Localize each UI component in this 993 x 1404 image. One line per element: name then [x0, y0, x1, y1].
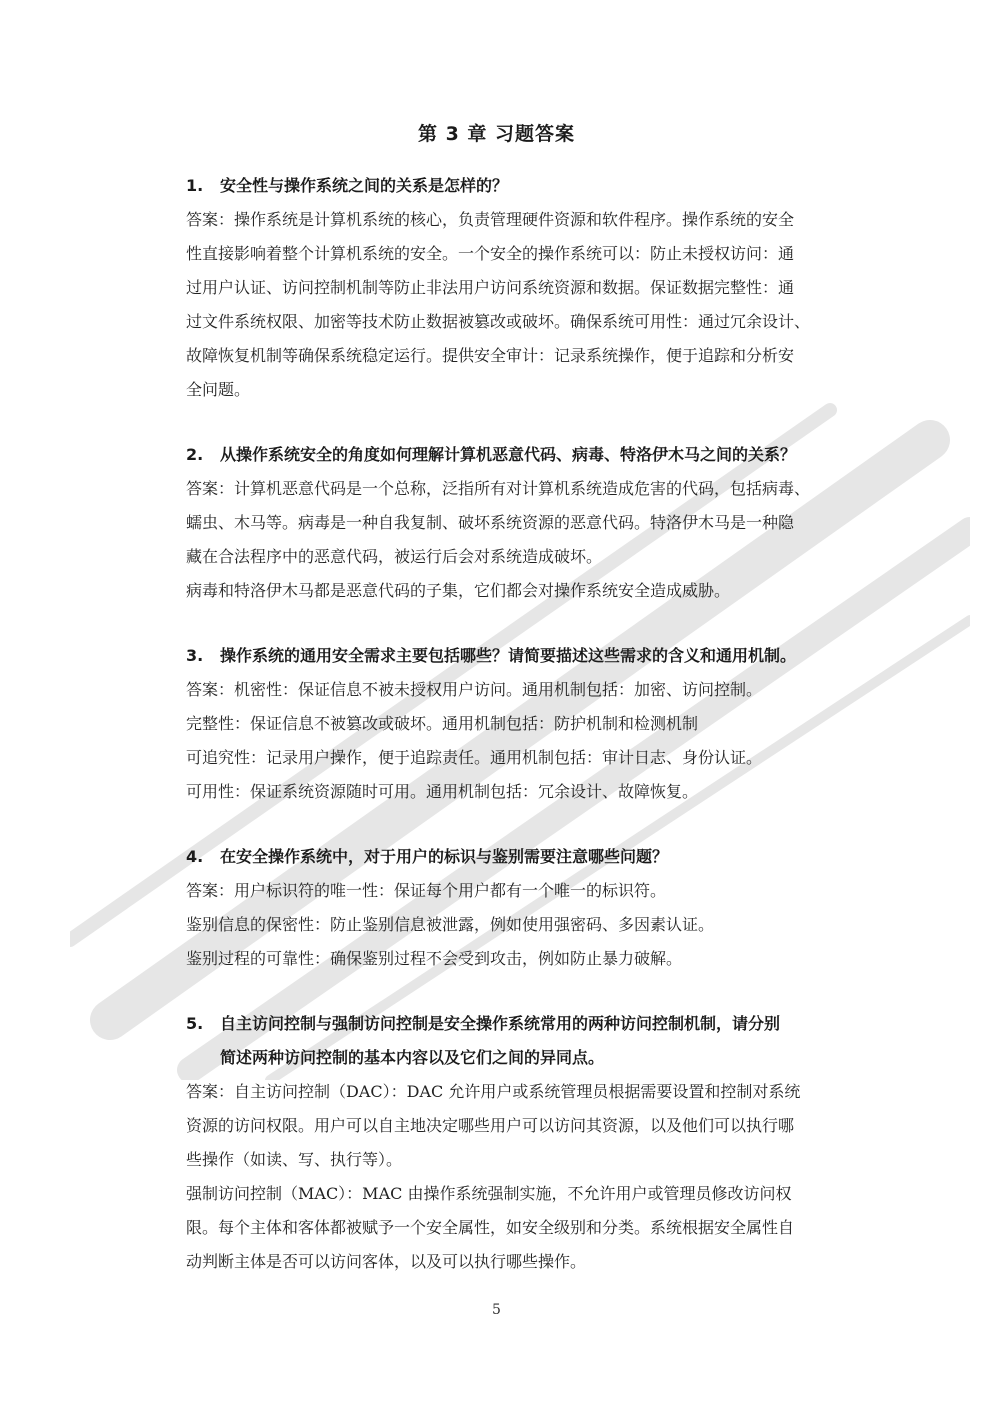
answer-line: 答案：操作系统是计算机系统的核心，负责管理硬件资源和软件程序。操作系统的安全 [186, 210, 795, 229]
answer-line: 过文件系统权限、加密等技术防止数据被篡改或破坏。确保系统可用性：通过冗余设计、 [186, 312, 811, 331]
answer-line: 鉴别过程的可靠性：确保鉴别过程不会受到攻击，例如防止暴力破解。 [186, 949, 683, 968]
answer-line: 过用户认证、访问控制机制等防止非法用户访问系统资源和数据。保证数据完整性：通 [186, 278, 795, 297]
answer-line: 性直接影响着整个计算机系统的安全。一个安全的操作系统可以：防止未授权访问：通 [186, 244, 795, 263]
answer-line: 答案：用户标识符的唯一性：保证每个用户都有一个唯一的标识符。 [186, 881, 667, 900]
answer-line: 限。每个主体和客体都被赋予一个安全属性，如安全级别和分类。系统根据安全属性自 [186, 1218, 795, 1237]
question-text: 安全性与操作系统之间的关系是怎样的？ [220, 176, 509, 195]
answer-line: 些操作（如读、写、执行等）。 [186, 1150, 403, 1169]
answer-line: 完整性：保证信息不被篡改或破坏。通用机制包括：防护机制和检测机制 [186, 714, 699, 733]
answer-line: 藏在合法程序中的恶意代码，被运行后会对系统造成破坏。 [186, 547, 603, 566]
chapter-title: 第 3 章 习题答案 [417, 123, 576, 145]
question-text: 操作系统的通用安全需求主要包括哪些？请简要描述这些需求的含义和通用机制。 [220, 646, 797, 665]
answer-line: 鉴别信息的保密性：防止鉴别信息被泄露，例如使用强密码、多因素认证。 [186, 915, 715, 934]
answer-line: 可追究性：记录用户操作，便于追踪责任。通用机制包括：审计日志、身份认证。 [186, 748, 763, 767]
answer-line: 可用性：保证系统资源随时可用。通用机制包括：冗余设计、故障恢复。 [186, 782, 699, 801]
question-5-title [186, 1011, 780, 1034]
answer-line: 全问题。 [186, 380, 251, 399]
question-text: 自主访问控制与强制访问控制是安全操作系统常用的两种访问控制机制，请分别 [220, 1014, 781, 1033]
page-number: 5 [492, 1302, 501, 1318]
answer-line: 病毒和特洛伊木马都是恶意代码的子集，它们都会对操作系统安全造成威胁。 [186, 581, 731, 600]
question-number: 4. [186, 847, 204, 866]
question-number: 1. [186, 176, 204, 195]
answer-line: 强制访问控制（MAC）：MAC 由操作系统强制实施，不允许用户或管理员修改访问权 [186, 1184, 792, 1203]
answer-line: 故障恢复机制等确保系统稳定运行。提供安全审计：记录系统操作，便于追踪和分析安 [186, 346, 795, 365]
question-number: 2. [186, 445, 204, 464]
answer-line: 答案：自主访问控制（DAC）：DAC 允许用户或系统管理员根据需要设置和控制对系统 [186, 1082, 801, 1101]
answer-line: 答案：计算机恶意代码是一个总称，泛指所有对计算机系统造成危害的代码，包括病毒、 [186, 479, 811, 498]
question-number: 3. [186, 646, 204, 665]
question-5-title-cont: 简述两种访问控制的基本内容以及它们之间的异同点。 [220, 1048, 605, 1067]
question-2-title [186, 442, 796, 465]
question-text: 在安全操作系统中，对于用户的标识与鉴别需要注意哪些问题？ [220, 847, 669, 866]
answer-line: 动判断主体是否可以访问客体，以及可以执行哪些操作。 [186, 1252, 587, 1271]
answer-line: 答案：机密性：保证信息不被未授权用户访问。通用机制包括：加密、访问控制。 [186, 680, 763, 699]
question-4-title [186, 844, 668, 867]
question-3-title [186, 643, 796, 666]
answer-line: 资源的访问权限。用户可以自主地决定哪些用户可以访问其资源，以及他们可以执行哪 [186, 1116, 795, 1135]
question-1-title [186, 173, 508, 196]
question-number: 5. [186, 1014, 204, 1033]
answer-line: 蠕虫、木马等。病毒是一种自我复制、破坏系统资源的恶意代码。特洛伊木马是一种隐 [186, 513, 795, 532]
question-text: 从操作系统安全的角度如何理解计算机恶意代码、病毒、特洛伊木马之间的关系？ [220, 445, 797, 464]
